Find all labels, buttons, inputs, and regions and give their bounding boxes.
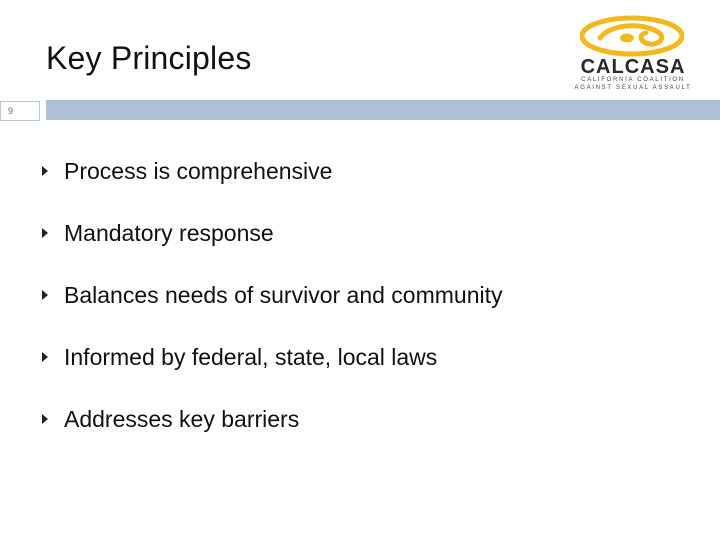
bullet-text: Balances needs of survivor and community <box>64 281 503 308</box>
logo-tagline-line1: CALIFORNIA COALITION <box>581 77 685 83</box>
bullet-item <box>40 140 503 202</box>
bullet-text: Process is comprehensive <box>64 157 333 184</box>
slide-number: 9 <box>8 106 14 116</box>
triangle-bullet-icon <box>42 228 48 238</box>
swirl-logo-icon <box>580 14 684 58</box>
bullet-list <box>40 140 503 450</box>
triangle-bullet-icon <box>42 352 48 362</box>
triangle-bullet-icon <box>42 290 48 300</box>
bullet-text: Mandatory response <box>64 219 274 246</box>
bullet-item <box>40 202 503 264</box>
bullet-item <box>40 388 503 450</box>
slide-number-box <box>0 101 40 121</box>
bullet-text: Addresses key barriers <box>64 405 300 432</box>
bullet-text: Informed by federal, state, local laws <box>64 343 438 370</box>
logo-wordmark: CALCASA <box>580 56 686 78</box>
triangle-bullet-icon <box>42 414 48 424</box>
calcasa-logo <box>572 12 692 90</box>
bullet-item <box>40 326 503 388</box>
bullet-item <box>40 264 503 326</box>
title-rule-bar <box>46 100 720 120</box>
slide-title: Key Principles <box>46 40 252 76</box>
logo-tagline-line2: AGAINST SEXUAL ASSAULT <box>574 85 692 91</box>
triangle-bullet-icon <box>42 166 48 176</box>
